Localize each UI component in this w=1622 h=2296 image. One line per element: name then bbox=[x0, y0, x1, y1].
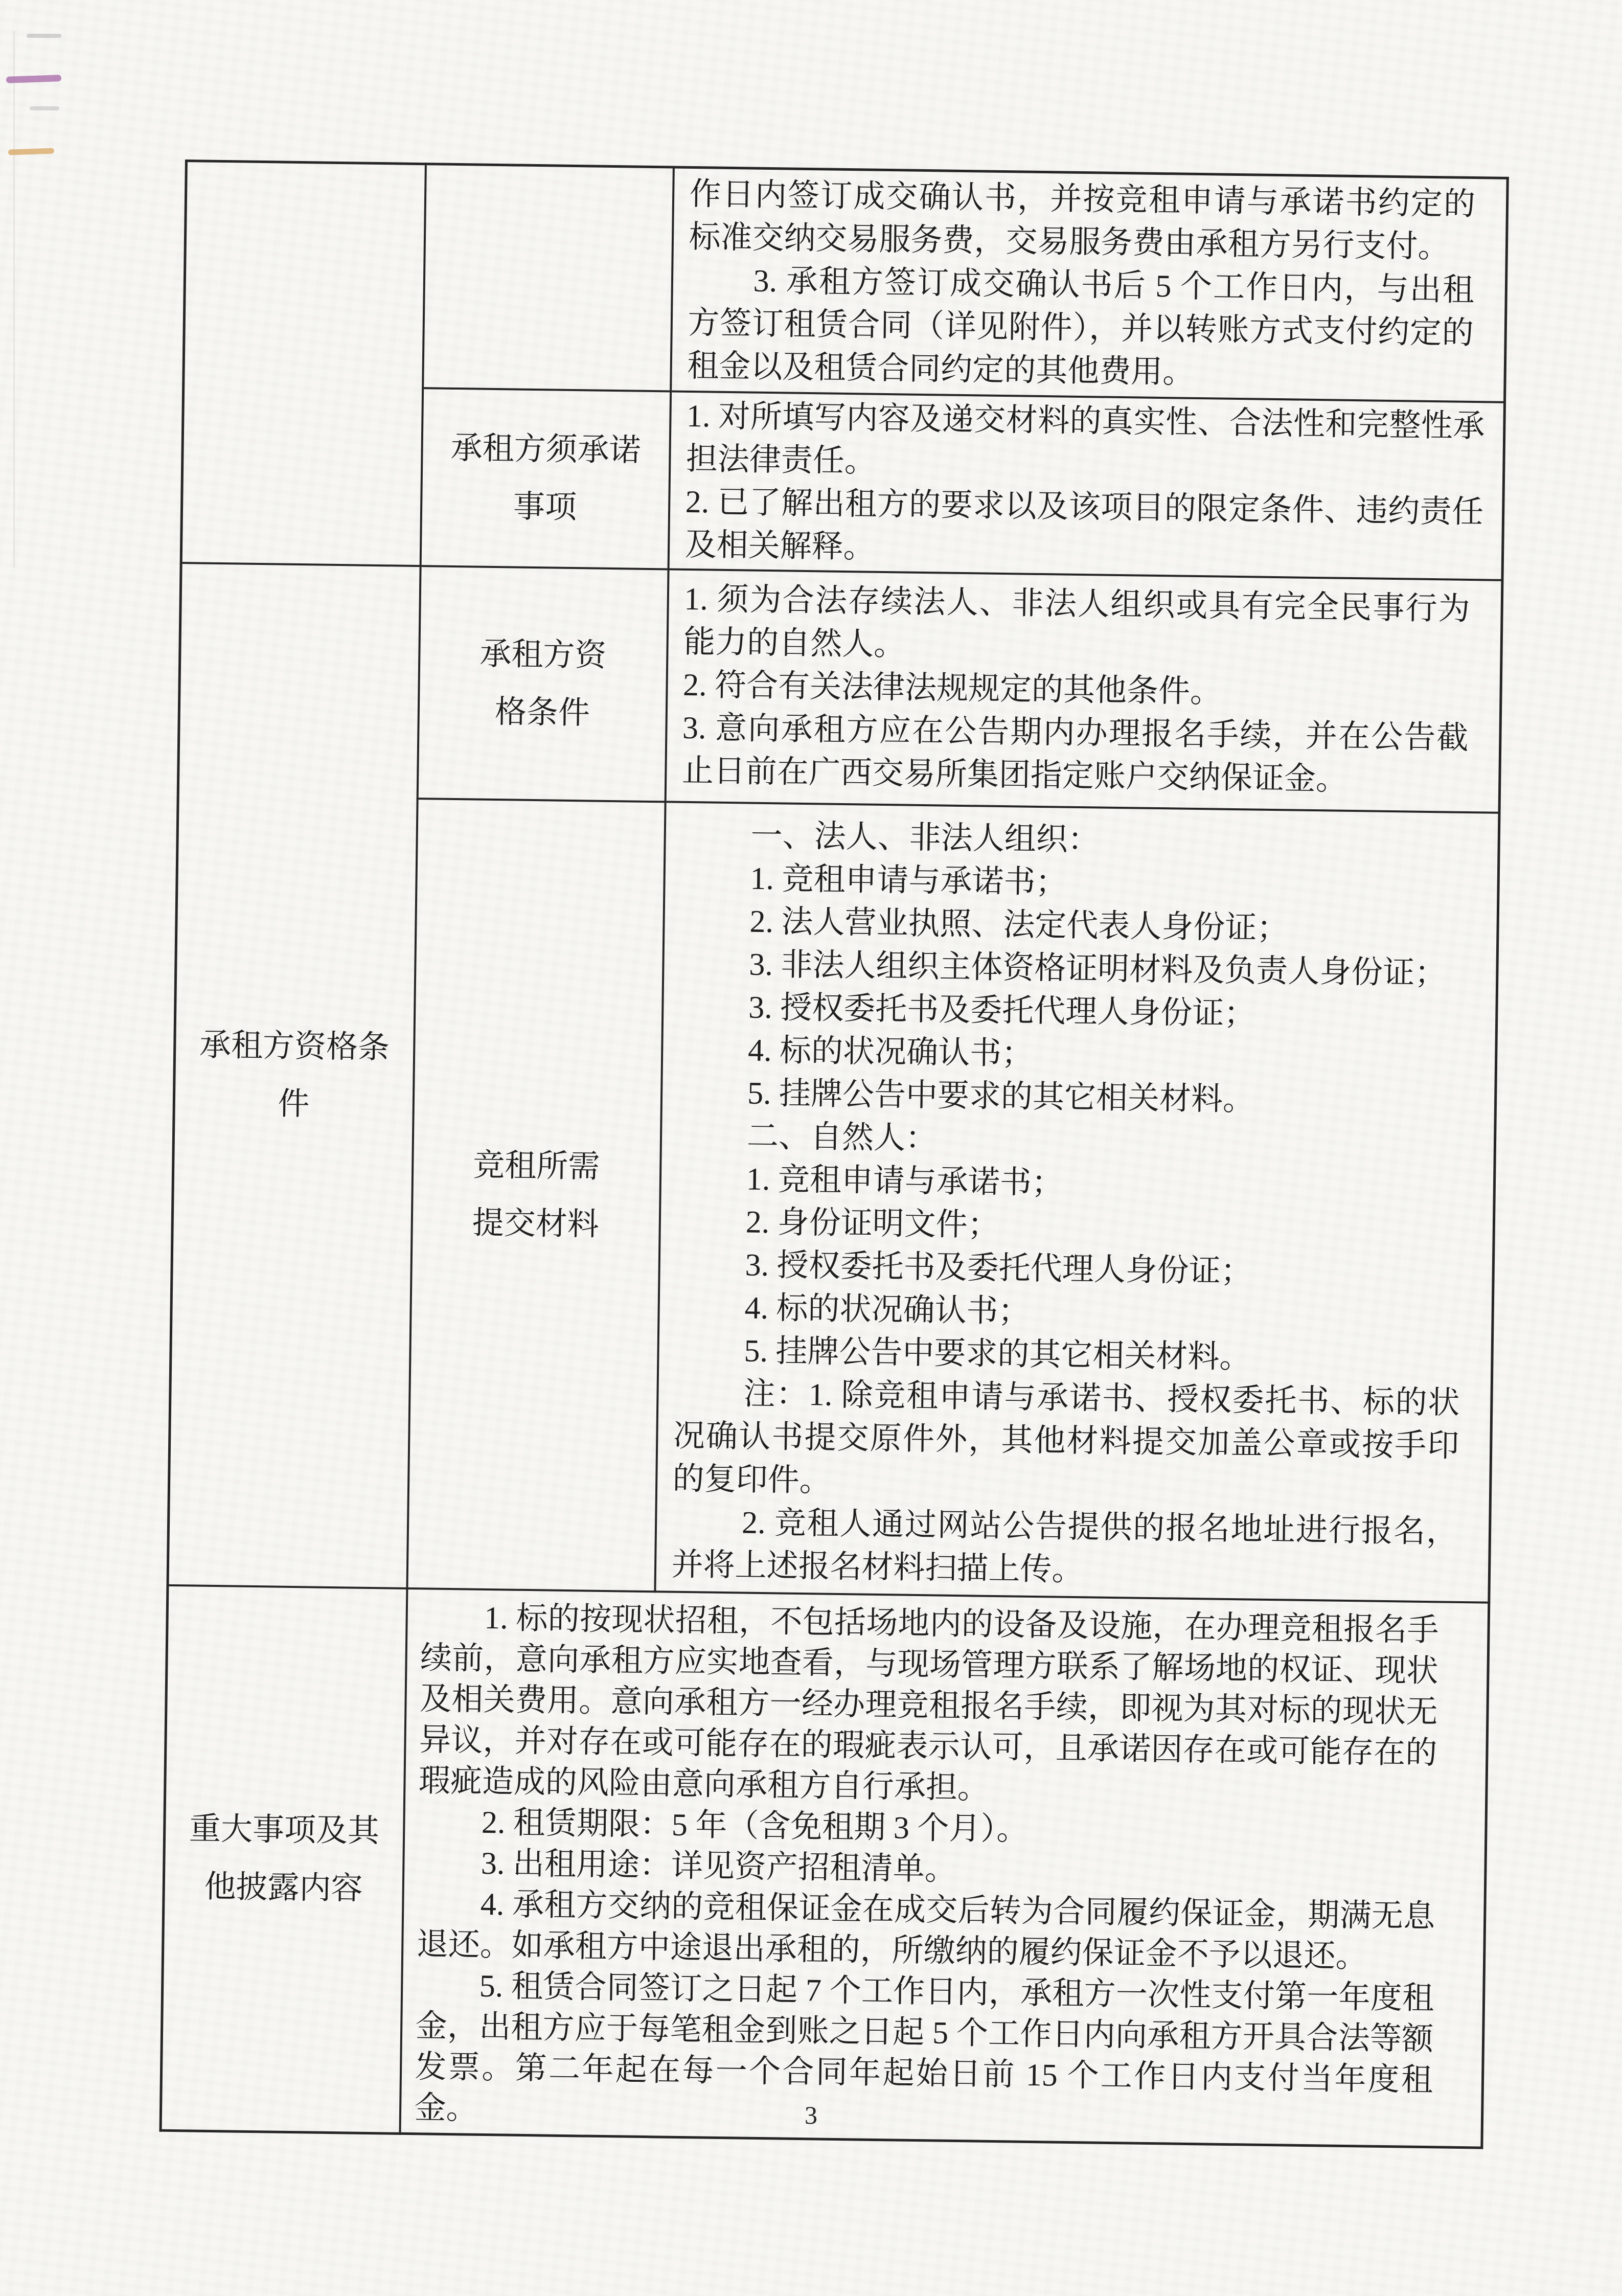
section-label-line: 承租方资 bbox=[479, 636, 607, 673]
section-label bbox=[175, 1016, 413, 1135]
table-row bbox=[161, 1585, 1489, 2148]
cell-lessee-commitments-content bbox=[668, 391, 1504, 580]
section-label-line: 事项 bbox=[513, 489, 577, 526]
section-label bbox=[413, 1136, 659, 1255]
paragraph: 3. 授权委托书及委托代理人身份证； bbox=[748, 990, 1256, 1032]
paragraph: 4. 标的状况确认书； bbox=[744, 1290, 1030, 1329]
scan-streak-artifact bbox=[13, 31, 15, 567]
announcement-table bbox=[159, 160, 1509, 2149]
paragraph: 4. 标的状况确认书； bbox=[747, 1033, 1034, 1072]
paragraph: 2. 法人营业执照、法定代表人身份证； bbox=[749, 904, 1289, 946]
section-label-line: 格条件 bbox=[494, 694, 590, 731]
scan-smudge-artifact bbox=[30, 106, 59, 110]
paragraph: 一、法人、非法人组织： bbox=[750, 818, 1100, 858]
paragraph: 1. 竞租申请与承诺书； bbox=[750, 861, 1067, 900]
cell-empty-sub-label bbox=[423, 164, 674, 392]
paragraph: 3. 出租用途：详见资产招租清单。 bbox=[481, 1846, 957, 1888]
section-label-line: 竞租所需 bbox=[472, 1148, 600, 1185]
paragraph: 1. 竞租申请与承诺书； bbox=[746, 1162, 1064, 1201]
scan-orange-mark-artifact bbox=[8, 148, 54, 155]
paragraph: 作日内签订成交确认书，并按竞租申请与承诺书约定的标准交纳交易服务费，交易服务费由承租方另行支付。 bbox=[689, 176, 1476, 265]
cell-qualification-label bbox=[417, 566, 668, 802]
cell-required-materials-content bbox=[655, 802, 1499, 1602]
paragraph: 5. 租赁合同签订之日起 7 个工作日内，承租方一次性支付第一年度租金，出租方应于每笔租金到账之日起 5 个工作日内向承租方开具合法等额发票。第二年起在每一个合同年起始日前 15 个工作日内支付当年度租金。 bbox=[414, 1968, 1434, 2126]
section-label-line: 件 bbox=[278, 1086, 310, 1122]
scan-purple-mark-artifact bbox=[6, 75, 61, 83]
table-row bbox=[184, 161, 1508, 402]
paragraph: 1. 须为合法存续法人、非法人组织或具有完全民事行为能力的自然人。 bbox=[683, 581, 1471, 663]
paragraph: 3. 意向承租方应在公告期内办理报名手续，并在公告截止日前在广西交易所集团指定账户交纳保证金。 bbox=[681, 710, 1469, 797]
paragraph: 2. 租赁期限：5 年（含免租期 3 个月）。 bbox=[481, 1805, 1029, 1847]
cell-empty-side-label bbox=[181, 161, 425, 566]
paragraph: 2. 竞租人通过网站公告提供的报名地址进行报名，并将上述报名材料扫描上传。 bbox=[671, 1505, 1458, 1588]
document-sheet bbox=[159, 160, 1506, 2149]
paragraph: 1. 标的按现状招租，不包括场地内的设备及设施，在办理竞租报名手续前，意向承租方应实地查看，与现场管理方联系了解场地的权证、现状及相关费用。意向承租方一经办理竞租报名手续，即视为其对标的现状无异议，并对存在或可能存在的瑕疵表示认可，且承诺因存在或可能存在的瑕疵造成的风险由意向承租方自行承担。 bbox=[418, 1600, 1439, 1806]
section-label-line: 承租方资格条 bbox=[199, 1028, 390, 1065]
paragraph: 5. 挂牌公告中要求的其它相关材料。 bbox=[747, 1076, 1255, 1118]
paragraph: 二、自然人： bbox=[746, 1119, 938, 1156]
cell-lessee-commitments-label bbox=[420, 388, 671, 569]
table-row bbox=[178, 563, 1502, 813]
paragraph: 1. 对所填写内容及递交材料的真实性、合法性和完整性承担法律责任。 bbox=[686, 398, 1485, 479]
cell-qualification-content bbox=[665, 569, 1502, 812]
paragraph: 5. 挂牌公告中要求的其它相关材料。 bbox=[744, 1333, 1251, 1375]
section-label-line: 他披露内容 bbox=[204, 1869, 363, 1906]
cell-major-matters-content bbox=[400, 1588, 1489, 2148]
paragraph: 2. 符合有关法律法规规定的其他条件。 bbox=[682, 667, 1222, 710]
section-label-line: 提交材料 bbox=[472, 1206, 600, 1242]
cell-qualification-side-label bbox=[168, 563, 420, 1588]
paragraph: 3. 承租方签订成交确认书后 5 个工作日内，与出租方签订租赁合同（详见附件），并以转账方式支付约定的租金以及租赁合同约定的其他费用。 bbox=[687, 263, 1475, 390]
cell-required-materials-label bbox=[407, 799, 665, 1592]
section-label bbox=[165, 1800, 402, 1919]
paragraph: 3. 授权委托书及委托代理人身份证； bbox=[745, 1247, 1253, 1289]
paragraph: 3. 非法人组织主体资格证明材料及负责人身份证； bbox=[748, 947, 1447, 991]
section-label-line: 承租方须承诺 bbox=[450, 430, 642, 468]
page-number: 3 bbox=[805, 2101, 817, 2129]
paragraph: 2. 已了解出租方的要求以及该项目的限定条件、违约责任及相关解释。 bbox=[684, 484, 1484, 565]
paragraph: 注：1. 除竞租申请与承诺书、授权委托书、标的状况确认书提交原件外，其他材料提交加盖公章或按手印的复印件。 bbox=[672, 1376, 1460, 1498]
cell-major-matters-label bbox=[161, 1585, 407, 2134]
paragraph: 2. 身份证明文件； bbox=[745, 1204, 1000, 1243]
section-label bbox=[420, 625, 666, 743]
paragraph: 4. 承租方交纳的竞租保证金在成交后转为合同履约保证金，期满无息退还。如承租方中途退出承租的，所缴纳的履约保证金不予以退还。 bbox=[416, 1886, 1435, 1974]
scan-smudge-artifact bbox=[27, 34, 61, 38]
section-label bbox=[422, 419, 669, 538]
section-label-line: 重大事项及其 bbox=[189, 1811, 380, 1849]
cell-signing-terms-content bbox=[671, 167, 1508, 402]
